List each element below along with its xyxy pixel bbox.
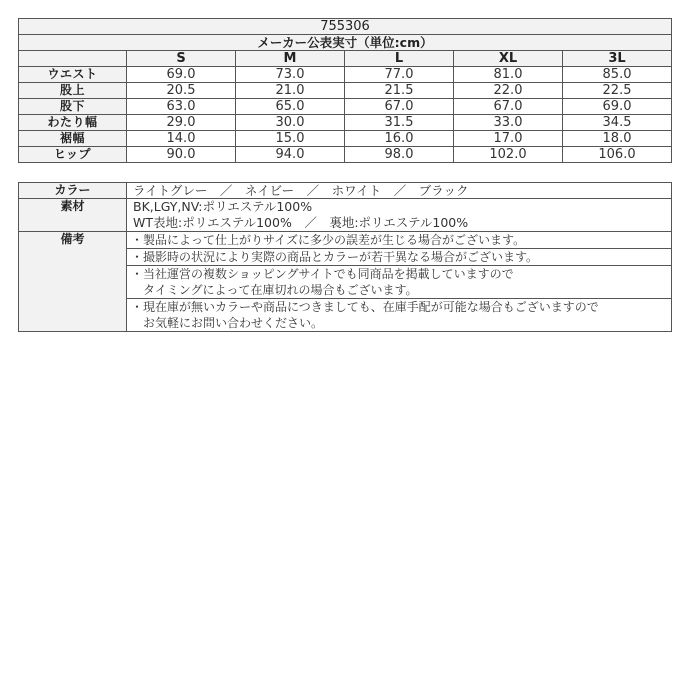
measurement-cell: 98.0: [345, 147, 454, 163]
table-row: [19, 67, 672, 83]
material-label: 素材: [19, 199, 127, 232]
size-header-row: [19, 51, 672, 67]
measurement-cell: 69.0: [127, 67, 236, 83]
size-header: XL: [454, 51, 563, 67]
note-line: ・撮影時の状況により実際の商品とカラーが若干異なる場合がございます。: [131, 250, 539, 264]
product-code: 755306: [19, 19, 672, 35]
row-label: わたり幅: [19, 115, 127, 131]
note-line: ・当社運営の複数ショッピングサイトでも同商品を掲載していますので: [131, 267, 514, 281]
row-label: 股上: [19, 83, 127, 99]
note-line: お気軽にお問い合わせください。: [131, 316, 324, 330]
measurement-cell: 21.0: [236, 83, 345, 99]
measurement-cell: 17.0: [454, 131, 563, 147]
table-row: [19, 99, 672, 115]
note-item: [127, 299, 672, 332]
row-label: ウエスト: [19, 67, 127, 83]
measurement-cell: 22.5: [563, 83, 672, 99]
note-line: タイミングによって在庫切れの場合もございます。: [131, 283, 418, 297]
table-row: [19, 83, 672, 99]
color-row: [19, 183, 672, 199]
measurement-cell: 94.0: [236, 147, 345, 163]
table-row: [19, 131, 672, 147]
size-table: [18, 18, 672, 163]
measurement-cell: 14.0: [127, 131, 236, 147]
table-row: [19, 115, 672, 131]
measurement-cell: 65.0: [236, 99, 345, 115]
material-line: WT表地:ポリエステル100% ／ 裏地:ポリエステル100%: [133, 215, 469, 230]
note-row: [19, 232, 672, 249]
row-label: ヒップ: [19, 147, 127, 163]
notes-label: 備考: [19, 232, 127, 332]
measurement-cell: 33.0: [454, 115, 563, 131]
material-line: BK,LGY,NV:ポリエステル100%: [133, 199, 313, 214]
measurement-cell: 22.0: [454, 83, 563, 99]
measurement-cell: 18.0: [563, 131, 672, 147]
size-header: L: [345, 51, 454, 67]
measurement-cell: 21.5: [345, 83, 454, 99]
measurement-cell: 90.0: [127, 147, 236, 163]
measurement-cell: 73.0: [236, 67, 345, 83]
measurement-cell: 29.0: [127, 115, 236, 131]
measurement-cell: 34.5: [563, 115, 672, 131]
measurement-cell: 20.5: [127, 83, 236, 99]
note-item: [127, 249, 672, 266]
measurement-cell: 69.0: [563, 99, 672, 115]
note-line: ・製品によって仕上がりサイズに多少の誤差が生じる場合がございます。: [131, 233, 526, 247]
size-table-subtitle: メーカー公表実寸（単位:cm）: [19, 35, 672, 51]
measurement-cell: 16.0: [345, 131, 454, 147]
measurement-cell: 67.0: [454, 99, 563, 115]
measurement-cell: 67.0: [345, 99, 454, 115]
note-line: ・現在庫が無いカラーや商品につきましても、在庫手配が可能な場合もございますので: [131, 300, 599, 314]
measurement-cell: 31.5: [345, 115, 454, 131]
measurement-cell: 85.0: [563, 67, 672, 83]
header-blank-cell: [19, 51, 127, 67]
row-label: 股下: [19, 99, 127, 115]
measurement-cell: 102.0: [454, 147, 563, 163]
note-item: [127, 266, 672, 299]
size-header: S: [127, 51, 236, 67]
measurement-cell: 63.0: [127, 99, 236, 115]
note-item: [127, 232, 672, 249]
measurement-cell: 30.0: [236, 115, 345, 131]
measurement-cell: 77.0: [345, 67, 454, 83]
size-header: 3L: [563, 51, 672, 67]
measurement-cell: 15.0: [236, 131, 345, 147]
color-value: ライトグレー ／ ネイビー ／ ホワイト ／ ブラック: [127, 183, 672, 199]
color-label: カラー: [19, 183, 127, 199]
material-value: [127, 199, 672, 232]
product-info-table: [18, 182, 672, 332]
size-header: M: [236, 51, 345, 67]
row-label: 裾幅: [19, 131, 127, 147]
table-row: [19, 147, 672, 163]
measurement-cell: 81.0: [454, 67, 563, 83]
measurement-cell: 106.0: [563, 147, 672, 163]
material-row: [19, 199, 672, 232]
